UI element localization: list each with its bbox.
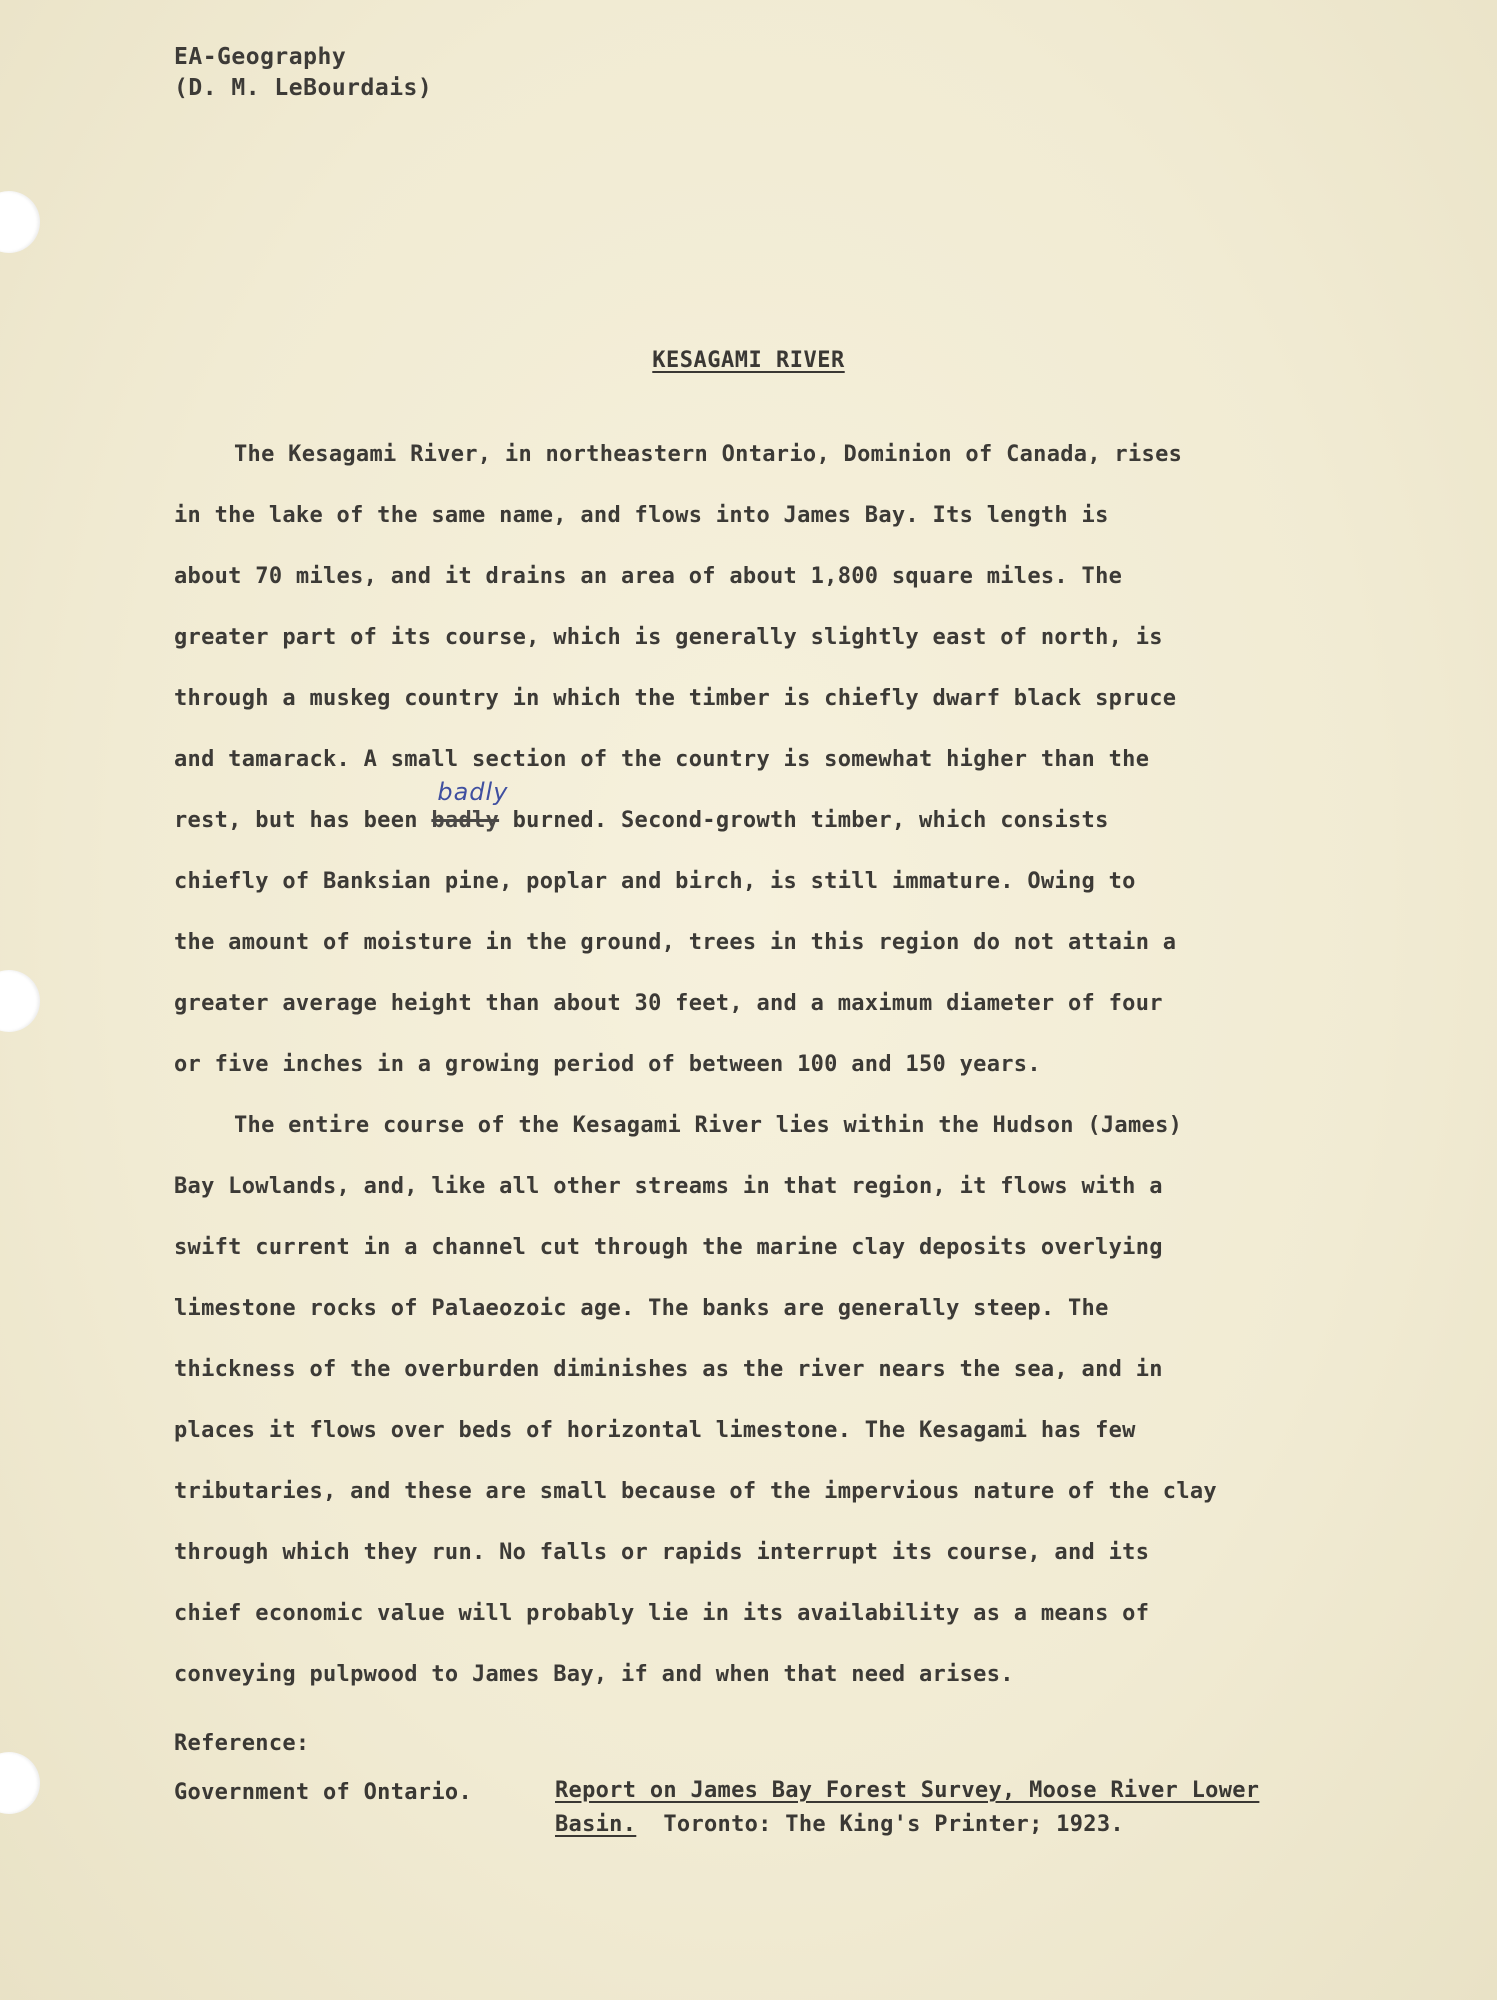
paragraph-line: through which they run. No falls or rapids interrupt its course, and its [174,1540,1150,1565]
reference-title-line [555,1812,1124,1837]
punch-hole [0,1752,40,1814]
line-text-after: burned. Second-growth timber, which consists [499,808,1109,833]
line-text-before: rest, but has been [174,808,432,833]
paragraph-line: chief economic value will probably lie in its availability as a means of [174,1601,1150,1626]
paragraph-line: tributaries, and these are small because of the impervious nature of the clay [174,1479,1217,1504]
reference-title-line [555,1778,1259,1803]
correction [431,778,509,833]
handwritten-insertion: badly [437,778,509,806]
paragraph-line: or five inches in a growing period of between 100 and 150 years. [174,1052,1041,1077]
punch-hole [0,970,40,1032]
paragraph-line-with-correction [174,778,1109,833]
reference-title-part2: Basin. [555,1812,637,1837]
punch-hole [0,191,40,253]
paragraph-line: in the lake of the same name, and flows into James Bay. Its length is [174,503,1109,528]
document-header [174,42,432,104]
header-subject: EA-Geography [174,44,347,70]
paragraph-line: through a muskeg country in which the timber is chiefly dwarf black spruce [174,686,1177,711]
paragraph-line: The Kesagami River, in northeastern Ontario, Dominion of Canada, rises [234,442,1183,467]
paragraph-line: chiefly of Banksian pine, poplar and birch, is still immature. Owing to [174,869,1136,894]
paragraph-line: The entire course of the Kesagami River lies within the Hudson (James) [234,1113,1183,1138]
paragraph-line: about 70 miles, and it drains an area of about 1,800 square miles. The [174,564,1123,589]
paragraph-line: thickness of the overburden diminishes as the river nears the sea, and in [174,1357,1163,1382]
reference-label: Reference: [174,1731,310,1756]
document-title [0,348,1497,373]
reference-author: Government of Ontario. [174,1780,472,1805]
struck-word: badly [431,808,500,833]
paragraph-line: Bay Lowlands, and, like all other streams in that region, it flows with a [174,1174,1163,1199]
paragraph-line: greater average height than about 30 feet, and a maximum diameter of four [174,991,1163,1016]
title-text: KESAGAMI RIVER [652,348,845,373]
paragraph-line: the amount of moisture in the ground, trees in this region do not attain a [174,930,1177,955]
reference-title-part1: Report on James Bay Forest Survey, Moose River Lower [555,1778,1260,1803]
paragraph-line: greater part of its course, which is generally slightly east of north, is [174,625,1163,650]
paragraph-line: places it flows over beds of horizontal limestone. The Kesagami has few [174,1418,1136,1443]
reference-publisher: Toronto: The King's Printer; 1923. [636,1812,1124,1837]
paragraph-line: swift current in a channel cut through the marine clay deposits overlying [174,1235,1163,1260]
paragraph-line: and tamarack. A small section of the country is somewhat higher than the [174,747,1150,772]
header-author: (D. M. LeBourdais) [174,75,433,101]
paragraph-line: limestone rocks of Palaeozoic age. The banks are generally steep. The [174,1296,1109,1321]
paragraph-line: conveying pulpwood to James Bay, if and when that need arises. [174,1662,1014,1687]
